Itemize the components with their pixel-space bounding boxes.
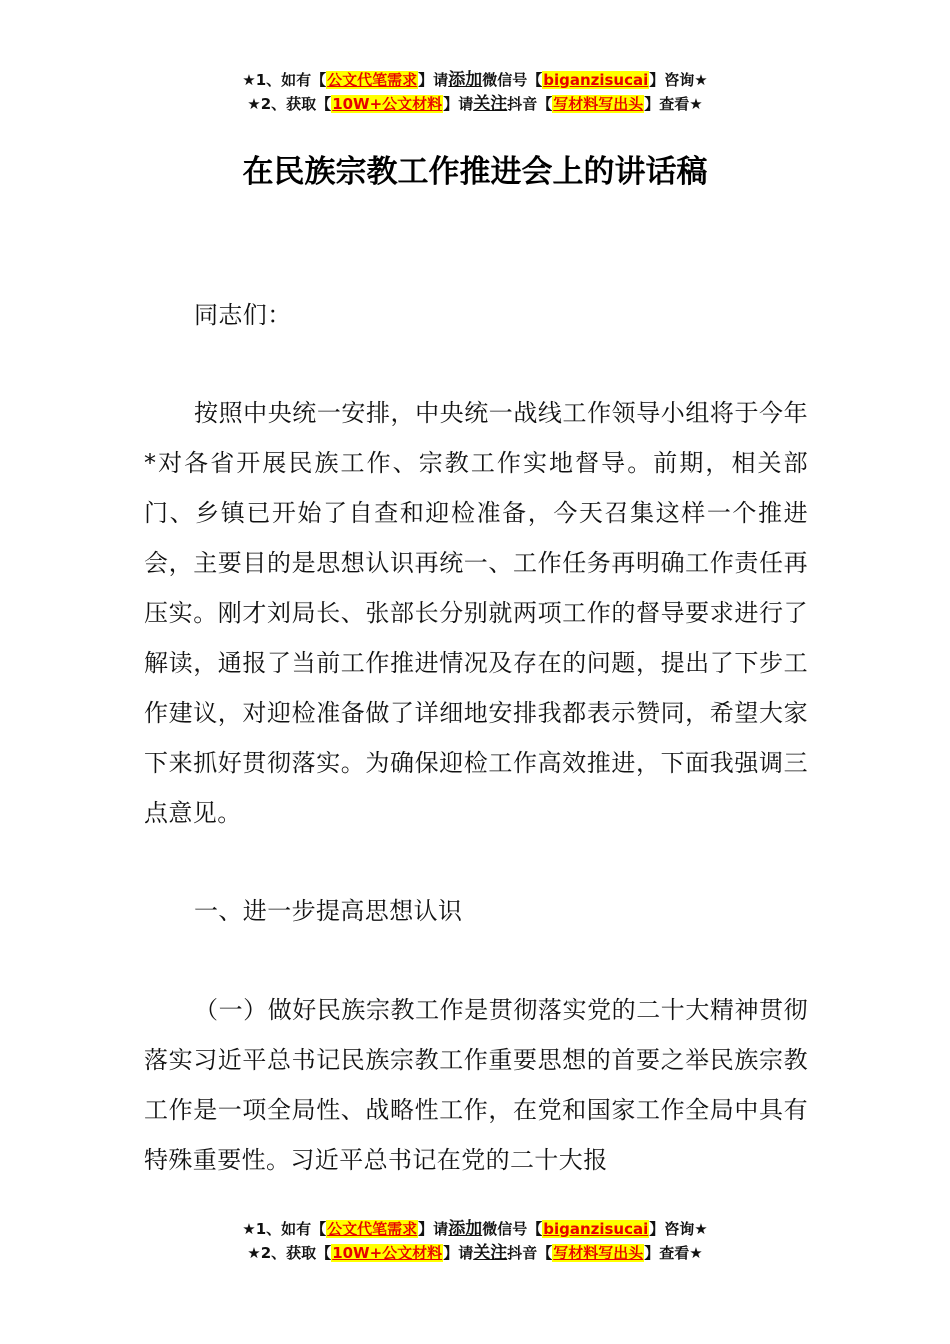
banner-text: 】请 — [418, 1220, 449, 1238]
banner-line-2 — [0, 1241, 950, 1265]
banner-text: 微信号【 — [482, 71, 543, 89]
banner-emphasis: 添加 — [448, 1219, 483, 1239]
body-paragraph: 按照中央统一安排，中央统一战线工作领导小组将于今年*对各省开展民族工作、宗教工作实地督导。前期，相关部门、乡镇已开始了自查和迎检准备，今天召集这样一个推进会，主要目的是思想认识再统一、工作任务再明确工作责任再压实。刚才刘局长、张部长分别就两项工作的督导要求进行了解读，通报了当前工作推进情况及存在的问题，提出了下步工作建议，对迎检准备做了详细地安排我都表示赞同，希望大家下来抓好贯彻落实。为确保迎检工作高效推进，下面我强调三点意见。 — [144, 399, 808, 827]
banner-emphasis: 关注 — [473, 94, 508, 114]
banner-highlight: 公文代笔需求 — [327, 1220, 418, 1238]
banner-emphasis: 关注 — [473, 1243, 508, 1263]
banner-highlight: biganzisucai — [543, 71, 649, 89]
banner-text: 抖音【 — [507, 95, 553, 113]
banner-text: ★1、如有【 — [242, 71, 327, 89]
banner-highlight: 10W+公文材料 — [332, 1244, 443, 1262]
banner-text: 】查看★ — [644, 95, 703, 113]
banner-highlight: 写材料写出头 — [553, 95, 644, 113]
banner-text: 】查看★ — [644, 1244, 703, 1262]
banner-text: 抖音【 — [507, 1244, 553, 1262]
header-banner — [0, 68, 950, 116]
section-heading: 一、进一步提高思想认识 — [194, 897, 463, 925]
banner-text: 微信号【 — [482, 1220, 543, 1238]
banner-text: 】咨询★ — [649, 71, 708, 89]
greeting: 同志们： — [194, 301, 292, 329]
banner-emphasis: 添加 — [448, 70, 483, 90]
banner-highlight: 10W+公文材料 — [332, 95, 443, 113]
banner-highlight: biganzisucai — [543, 1220, 649, 1238]
footer-banner — [0, 1217, 950, 1265]
banner-highlight: 写材料写出头 — [553, 1244, 644, 1262]
banner-text: 】请 — [418, 71, 449, 89]
banner-text: ★2、获取【 — [247, 1244, 332, 1262]
banner-line-2 — [0, 92, 950, 116]
body-paragraph: （一）做好民族宗教工作是贯彻落实党的二十大精神贯彻落实习近平总书记民族宗教工作重要思想的首要之举民族宗教工作是一项全局性、战略性工作，在党和国家工作全局中具有特殊重要性。习近平总书记在党的二十大报 — [144, 996, 808, 1174]
banner-highlight: 公文代笔需求 — [327, 71, 418, 89]
banner-text: 】请 — [443, 95, 474, 113]
banner-line-1 — [0, 68, 950, 92]
document-title: 在民族宗教工作推进会上的讲话稿 — [242, 154, 708, 190]
banner-text: 】请 — [443, 1244, 474, 1262]
banner-line-1 — [0, 1217, 950, 1241]
banner-text: 】咨询★ — [649, 1220, 708, 1238]
banner-text: ★2、获取【 — [247, 95, 332, 113]
banner-text: ★1、如有【 — [242, 1220, 327, 1238]
